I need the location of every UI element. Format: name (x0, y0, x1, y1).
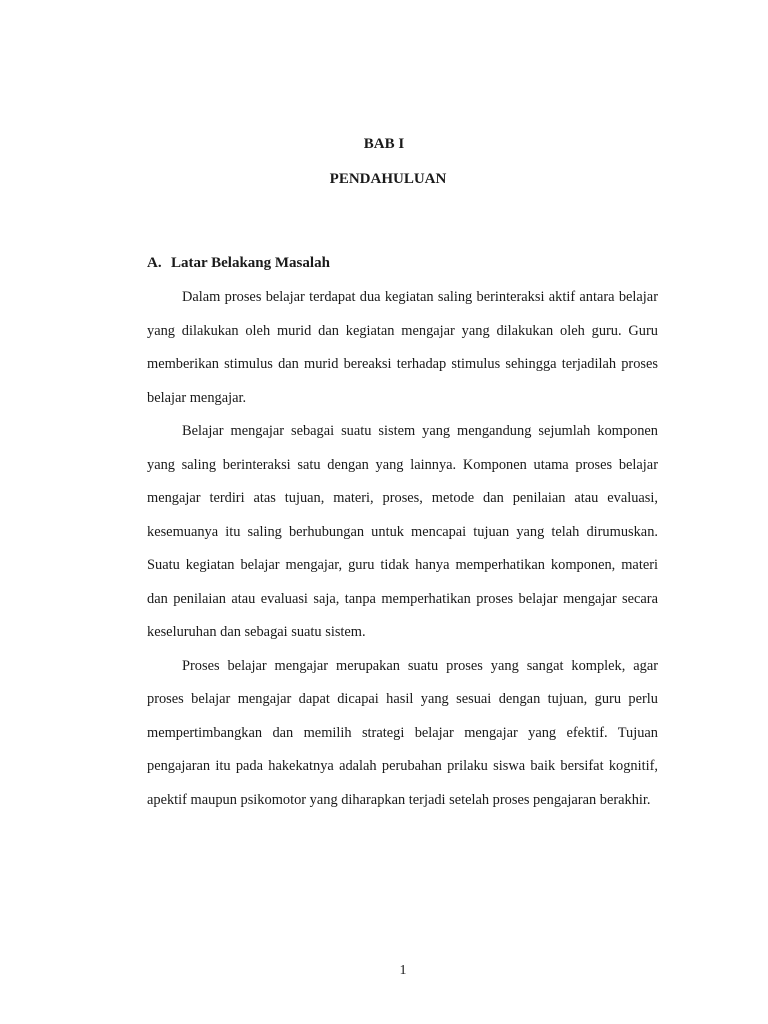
page-number: 1 (399, 963, 407, 978)
paragraph-3: Proses belajar mengajar merupakan suatu proses yang sangat komplek, agar proses belajar mengajar dapat dicapai hasil yang sesuai dengan tujuan, guru perlu mempertimbangkan dan memilih strategi belajar mengajar yang efektif. Tujuan pengajaran itu pada hakekatnya adalah perubahan prilaku siswa baik bersifat kognitif, apektif maupun psikomotor yang diharapkan terjadi setelah proses pengajaran berakhir. (147, 657, 658, 808)
chapter-number: BAB I (363, 136, 405, 152)
section-title: Latar Belakang Masalah (171, 255, 330, 271)
paragraph-1: Dalam proses belajar terdapat dua kegiatan saling berinteraksi aktif antara belajar yang dilakukan oleh murid dan kegiatan mengajar yang dilakukan oleh guru. Guru memberikan stimulus dan murid bereaksi terhadap stimulus sehingga terjadilah proses belajar mengajar. (147, 289, 658, 406)
paragraph-2: Belajar mengajar sebagai suatu sistem yang mengandung sejumlah komponen yang saling berinteraksi satu dengan yang lainnya. Komponen utama proses belajar mengajar terdiri atas tujuan, materi, proses, metode dan penilaian atau evaluasi, kesemuanya itu saling berhubungan untuk mencapai tujuan yang telah dirumuskan. Suatu kegiatan belajar mengajar, guru tidak hanya memperhatikan komponen, materi dan penilaian atau evaluasi saja, tanpa memperhatikan proses belajar mengajar secara keseluruhan dan sebagai suatu sistem. (147, 423, 658, 640)
body-text (147, 281, 658, 817)
section-letter: A. (147, 255, 162, 271)
chapter-title: PENDAHULUAN (329, 171, 447, 187)
section-heading (147, 255, 330, 272)
